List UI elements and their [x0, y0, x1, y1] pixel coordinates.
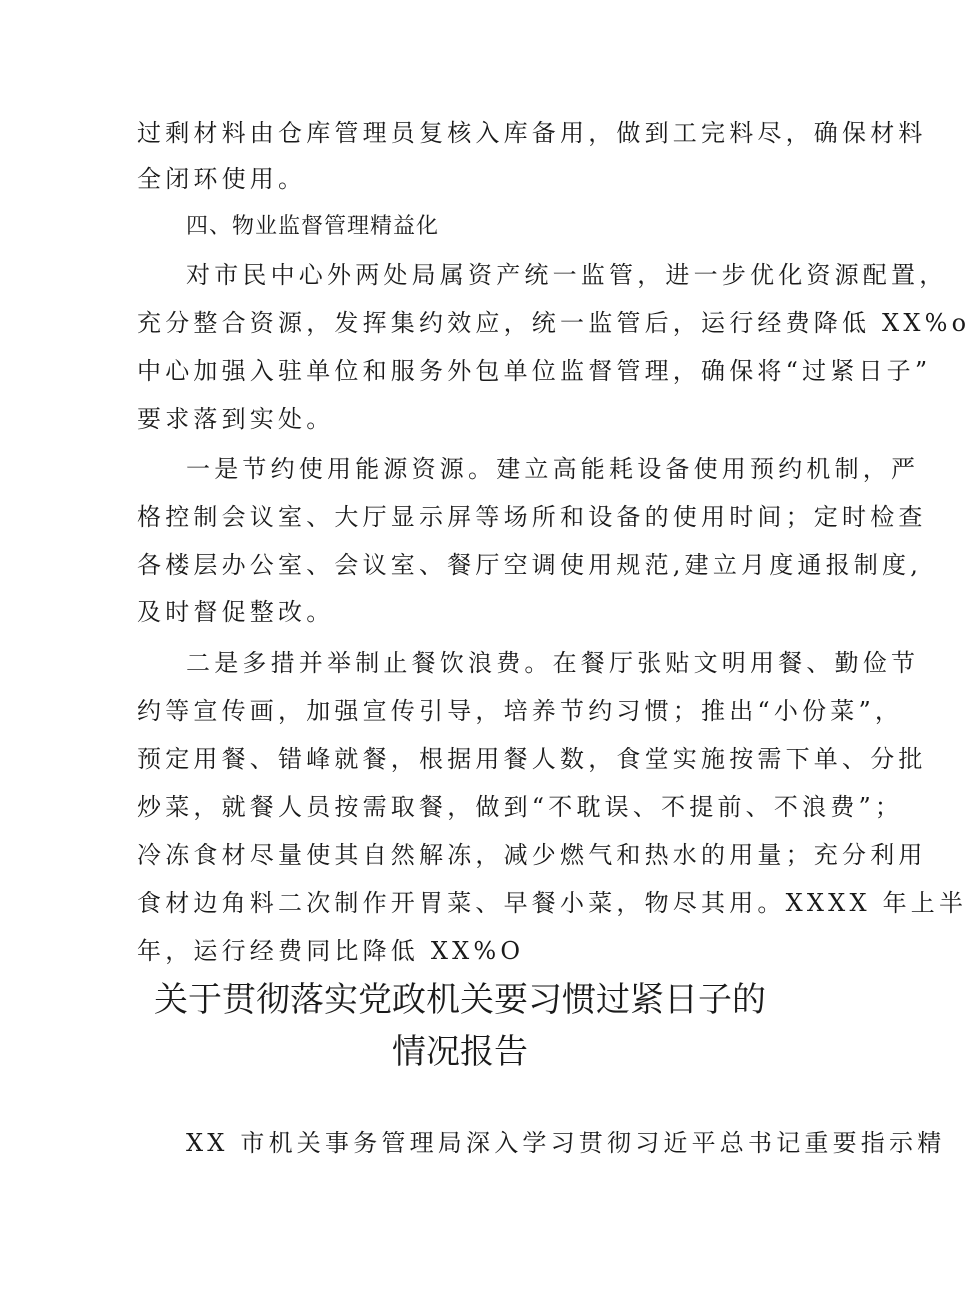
section-heading: 四、物业监督管理精益化	[186, 214, 440, 239]
paragraph-line: 格控制会议室、大厅显示屏等场所和设备的使用时间；定时检查	[137, 503, 927, 531]
paragraph-line: XX 市机关事务管理局深入学习贯彻习近平总书记重要指示精	[186, 1129, 946, 1157]
paragraph-line: 各楼层办公室、会议室、餐厅空调使用规范,建立月度通报制度,	[137, 551, 923, 579]
paragraph-line: 及时督促整改。	[137, 598, 335, 626]
paragraph-line: 二是多措并举制止餐饮浪费。在餐厅张贴文明用餐、勤俭节	[186, 649, 920, 677]
paragraph-line: 全闭环使用。	[137, 165, 307, 193]
paragraph-line: 食材边角料二次制作开胃菜、早餐小菜，物尽其用。XXXX 年上半	[137, 889, 968, 917]
paragraph-line: 约等宣传画，加强宣传引导，培养节约习惯；推出“小份菜”，	[137, 697, 904, 725]
paragraph-line: 年，运行经费同比降低 XX%O	[137, 937, 525, 965]
report-title-line1: 关于贯彻落实党政机关要习惯过紧日子的	[154, 980, 766, 1020]
paragraph-line: 冷冻食材尽量使其自然解冻，减少燃气和热水的用量；充分利用	[137, 841, 927, 869]
paragraph-line: 预定用餐、错峰就餐，根据用餐人数，食堂实施按需下单、分批	[137, 745, 927, 773]
paragraph-line: 对市民中心外两处局属资产统一监管，进一步优化资源配置，	[186, 261, 948, 289]
report-title-line2: 情况报告	[392, 1032, 528, 1072]
paragraph-line: 中心加强入驻单位和服务外包单位监督管理，确保将“过紧日子”	[137, 357, 932, 385]
paragraph-line: 要求落到实处。	[137, 405, 335, 433]
paragraph-line: 过剩材料由仓库管理员复核入库备用，做到工完料尽，确保材料	[137, 119, 927, 147]
paragraph-line: 一是节约使用能源资源。建立高能耗设备使用预约机制，严	[186, 455, 920, 483]
paragraph-line: 充分整合资源，发挥集约效应，统一监管后，运行经费降低 XX%o	[137, 309, 970, 337]
paragraph-line: 炒菜，就餐人员按需取餐，做到“不耽误、不提前、不浪费”；	[137, 793, 904, 821]
